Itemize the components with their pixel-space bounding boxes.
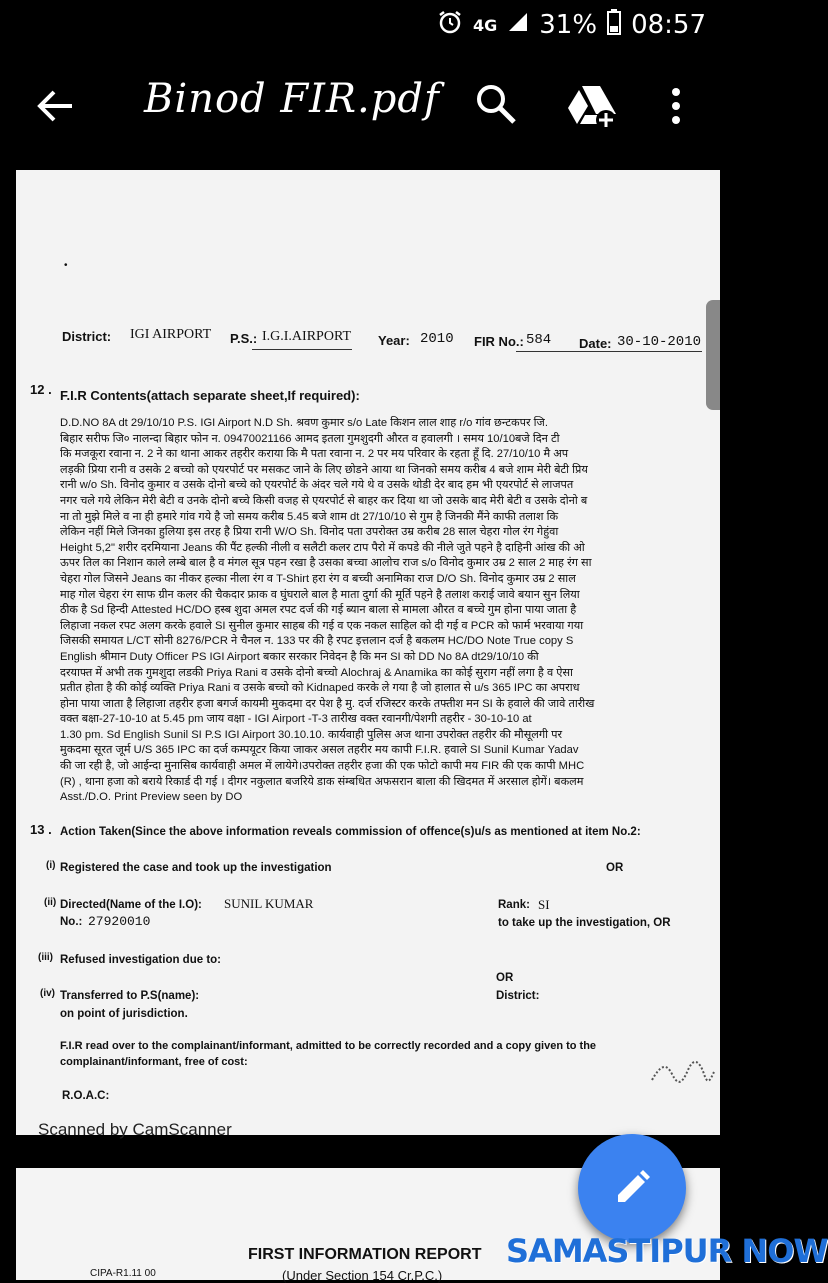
clock: 08:57 (631, 10, 706, 40)
fir-content-line: 1.30 pm. Sd English Sunil SI P.S IGI Airport 30.10.10. कार्यवाही पुलिस अज थाना उपरोक्त तहरीर की मौसूलगी पर (60, 728, 563, 741)
rank-value: SI (538, 897, 550, 912)
take-up-text: to take up the investigation, OR (498, 917, 671, 929)
fir-content-line: English श्रीमान Duty Officer PS IGI Airport बकार सरकार निवेदन है कि मन SI को DD No 8A dt29/10/10 की (60, 650, 539, 663)
status-bar (0, 0, 720, 50)
item-iv-label: (iv) (40, 988, 55, 999)
year-value: 2010 (420, 331, 454, 347)
speck: • (64, 260, 68, 271)
alarm-icon (437, 9, 463, 41)
item-ii-text: Directed(Name of the I.O): (60, 899, 202, 911)
item-iv-text: Transferred to P.S(name): (60, 990, 200, 1002)
section-12-number: 12 . (30, 382, 52, 397)
fir-content-line: बिहार सरीफ जि० नालन्दा बिहार फोन न. 09470021166 आमद इतला गुमशुदगी औरत व हवालगी । समय 10/10बजे दिन टी (60, 432, 560, 445)
item-i-label: (i) (46, 860, 56, 871)
battery-percent: 31% (539, 10, 598, 40)
district-value: IGI AIRPORT (130, 327, 212, 342)
read-over-line-1: F.I.R read over to the complainant/informant, admitted to be correctly recorded and a copy given to the (60, 1040, 597, 1052)
or-label: OR (496, 972, 514, 984)
fir-content-line: ना तो मुझे मिले व ना ही हमारे गांव गये है जो समय करीब 5.45 बजे शाम dt 27/10/10 से गुम है जिनकी मैंने काफी तलाश कि (60, 510, 559, 523)
section-12-heading: F.I.R Contents(attach separate sheet,If required): (60, 388, 360, 403)
item-ii-label: (ii) (44, 897, 57, 908)
date-label: Date: (579, 336, 612, 351)
fir-contents-text (60, 416, 710, 814)
fir-content-line: चेहरा गोल जिसने Jeans का नीकर हल्का नीला रंग व T-Shirt हरा रंग व बच्ची अनामिका राज D/O Sh. विनोद कुमार उम्र 2 साल (60, 572, 576, 585)
fir-content-line: ठीक है Sd हिन्दी Attested HC/DO हस्ब शुदा अमल रपट दर्ज की गई ब्यान बाला से मामला औरत व बच्चे गुम होना पाया जाता है (60, 604, 577, 617)
fir-content-line: की जा रही है, जो आईन्दा मुनासिब कार्यवाही अमल में लायेगे।उपरोक्त तहरीर हजा की एक फोटो कापी मय FIR की एक कापी MHC (60, 760, 585, 773)
fir-content-line: रानी w/o Sh. विनोद कुमार व उसके दोनो बच्चे को एयरपोर्ट के अंदर चले गये थे व उसके थोडी देर बाद हम भी एयरपोर्ट से लाजपत (60, 479, 574, 492)
or-label: OR (606, 862, 624, 874)
date-value: 30-10-2010 (617, 334, 702, 350)
io-name: SUNIL KUMAR (224, 896, 314, 911)
fir-no-label: FIR No.: (474, 334, 524, 349)
item-iii-label: (iii) (38, 952, 53, 963)
fir-content-line: Asst./D.O. Print Preview seen by DO (60, 791, 243, 804)
back-arrow-icon[interactable] (34, 84, 78, 128)
watermark-logo: SAMASTIPUR NOW (506, 1232, 828, 1270)
item-i-text: Registered the case and took up the investigation (60, 862, 332, 874)
fir-content-line: वक्त बक्षा-27-10-10 at 5.45 pm जाय वक्षा - IGI Airport -T-3 तारीख वक्त रवानगी/पेशगी तहरीर - 30-10-10 at (60, 713, 532, 726)
signal-icon (507, 10, 529, 40)
search-icon[interactable] (472, 80, 520, 128)
fir-content-line: होना पाया जाता है लिहाजा तहरीर हजा बगर्ज कायमी मुकदमा दर पेश है मु. दर्ज रजिस्टर करके तफ्तीश मन SI के हवाले की जावे तारीख (60, 697, 595, 710)
signature-scribble (648, 1050, 718, 1094)
document-title: Binod FIR.pdf (144, 76, 440, 122)
next-page-code: CIPA-R1.11 00 (90, 1268, 156, 1279)
fir-content-line: कि मजकूरा रवाना न. 2 ने का थाना आकर तहरीर कराया कि मै पता रवाना न. 2 पर मय परिवार के रहता हूँ दि. 27/10/10 मै अप (60, 448, 569, 461)
section-13-heading: Action Taken(Since the above information reveals commission of offence(s)u/s as mentioned at item No.2: (60, 826, 641, 838)
battery-icon (607, 9, 621, 42)
section-13-number: 13 . (30, 822, 52, 837)
item-iii-text: Refused investigation due to: (60, 954, 222, 966)
underline (516, 351, 702, 352)
fir-content-line: लेकिन नहीं मिले जिनका हुलिया इस तरह है प्रिया रानी W/O Sh. विनोद पता उपरोक्त उम्र करीब 28 साल चेहरा गोल रंग गेहुंवा (60, 526, 559, 539)
fir-no-value: 584 (526, 332, 552, 348)
fir-content-line: Height 5,2" शरीर दरमियाना Jeans की पैंट हल्की नीली व सलैटी कलर टाप पैरो में कपडे की नीले जुते पहने है दाहिनी आंख की ओ (60, 541, 585, 554)
district-label: District: (62, 329, 112, 344)
fir-content-line: D.D.NO 8A dt 29/10/10 P.S. IGI Airport N.D Sh. श्रवण कुमार s/o Late किशन लाल शाह r/o गांव छन्टकपर जि. (60, 417, 548, 429)
year-label: Year: (378, 333, 410, 348)
jurisdiction-text: on point of jurisdiction. (60, 1008, 188, 1020)
no-value: 27920010 (88, 914, 151, 929)
pdf-page (16, 170, 720, 1139)
fir-content-line: माह गोल चेहरा रंग साफ ग्रीन कलर की चैकदार फ्राक व घुंघराले बाल है माता दुर्गा की मूर्ति पहने है तलाश कराई जावे बयान सुन लिया (60, 588, 580, 601)
network-type-label: 4G (473, 15, 498, 35)
fir-content-line: (R) , थाना हजा को बराये रिकार्ड दी गई । दीगर नकुलात बजरिये डाक संम्बधित अफसरान बाला की खिदमत में अरसाल होगें। बकलम (60, 775, 584, 788)
ps-value: I.G.I.AIRPORT (262, 329, 351, 344)
district-label-2: District: (496, 990, 540, 1002)
fir-content-line: प्रतीत होता है की कोई व्यक्ति Priya Rani व उसके बच्चो को Kidnaped करके ले गया है जो हालात से u/s 365 IPC का अपराध (60, 682, 580, 695)
fir-content-line: दरयाफ्त में अभी तक गुमशुदा लडकी Priya Rani व उसके दोनो बच्चो Alochraj & Anamika का कोई सुराग नहीं लगा है व ऐसा (60, 666, 573, 679)
fir-content-line: मुकदमा सूरत जूर्म U/S 365 IPC का दर्ज कम्पयूटर किया जाकर असल तहरीर मय कापी F.I.R. हवाले SI Sunil Kumar Yadav (60, 744, 579, 757)
more-vert-icon[interactable] (662, 80, 690, 132)
edit-pencil-icon (612, 1168, 652, 1208)
no-label: No.: (60, 916, 83, 928)
read-over-line-2: complainant/informant, free of cost: (60, 1056, 248, 1068)
scanned-by-label: Scanned by CamScanner (38, 1120, 232, 1139)
drive-add-icon[interactable] (566, 80, 618, 132)
fir-content-line: लड़की प्रिया रानी व उसके 2 बच्चो को एयरपोर्ट पर मसकट जाने के लिए छोडने आया था जिनको समय करीब 4 बजे शाम मेरी बेटी प्रिय (60, 463, 588, 476)
roac-label: R.O.A.C: (62, 1090, 110, 1102)
fir-content-line: ऊपर तिल का निशान काले लम्बे बाल है व मंगल सूत्र पहन रखा है उसका बच्चा आलोच राज s/o विनोद कुमार उम्र 2 साल 2 माह रंग सा (60, 557, 592, 570)
underline (252, 349, 352, 350)
scroll-handle[interactable] (706, 300, 720, 410)
fir-content-line: नगर चले गये लेकिन मेरी बेटी व उनके दोनो बच्चे किसी वजह से एयरपोर्ट से बाहर कर दिया था जो उसके बाद मेरी बेटी व उसके दोनो ब (60, 494, 588, 507)
app-bar (0, 50, 720, 162)
rank-label: Rank: (498, 899, 530, 911)
next-page-subtitle: (Under Section 154 Cr.P.C.) (282, 1268, 443, 1283)
fir-content-line: जिसकी समायत L/CT सोनी 8276/PCR ने चैनल न. 133 पर की है रपट इत्तलान दर्ज है बकलम HC/DO Note True copy S (60, 635, 574, 648)
ps-label: P.S.: (230, 331, 258, 346)
next-page-title: FIRST INFORMATION REPORT (248, 1246, 482, 1263)
edit-fab-button[interactable] (578, 1134, 686, 1242)
fir-content-line: लिहाजा नकल रपट अलग करके हवाले SI सुनील कुमार साहब की गई व एक नकल साहिल को दी गई व PCR को फार्म भरवाया गया (60, 619, 584, 632)
